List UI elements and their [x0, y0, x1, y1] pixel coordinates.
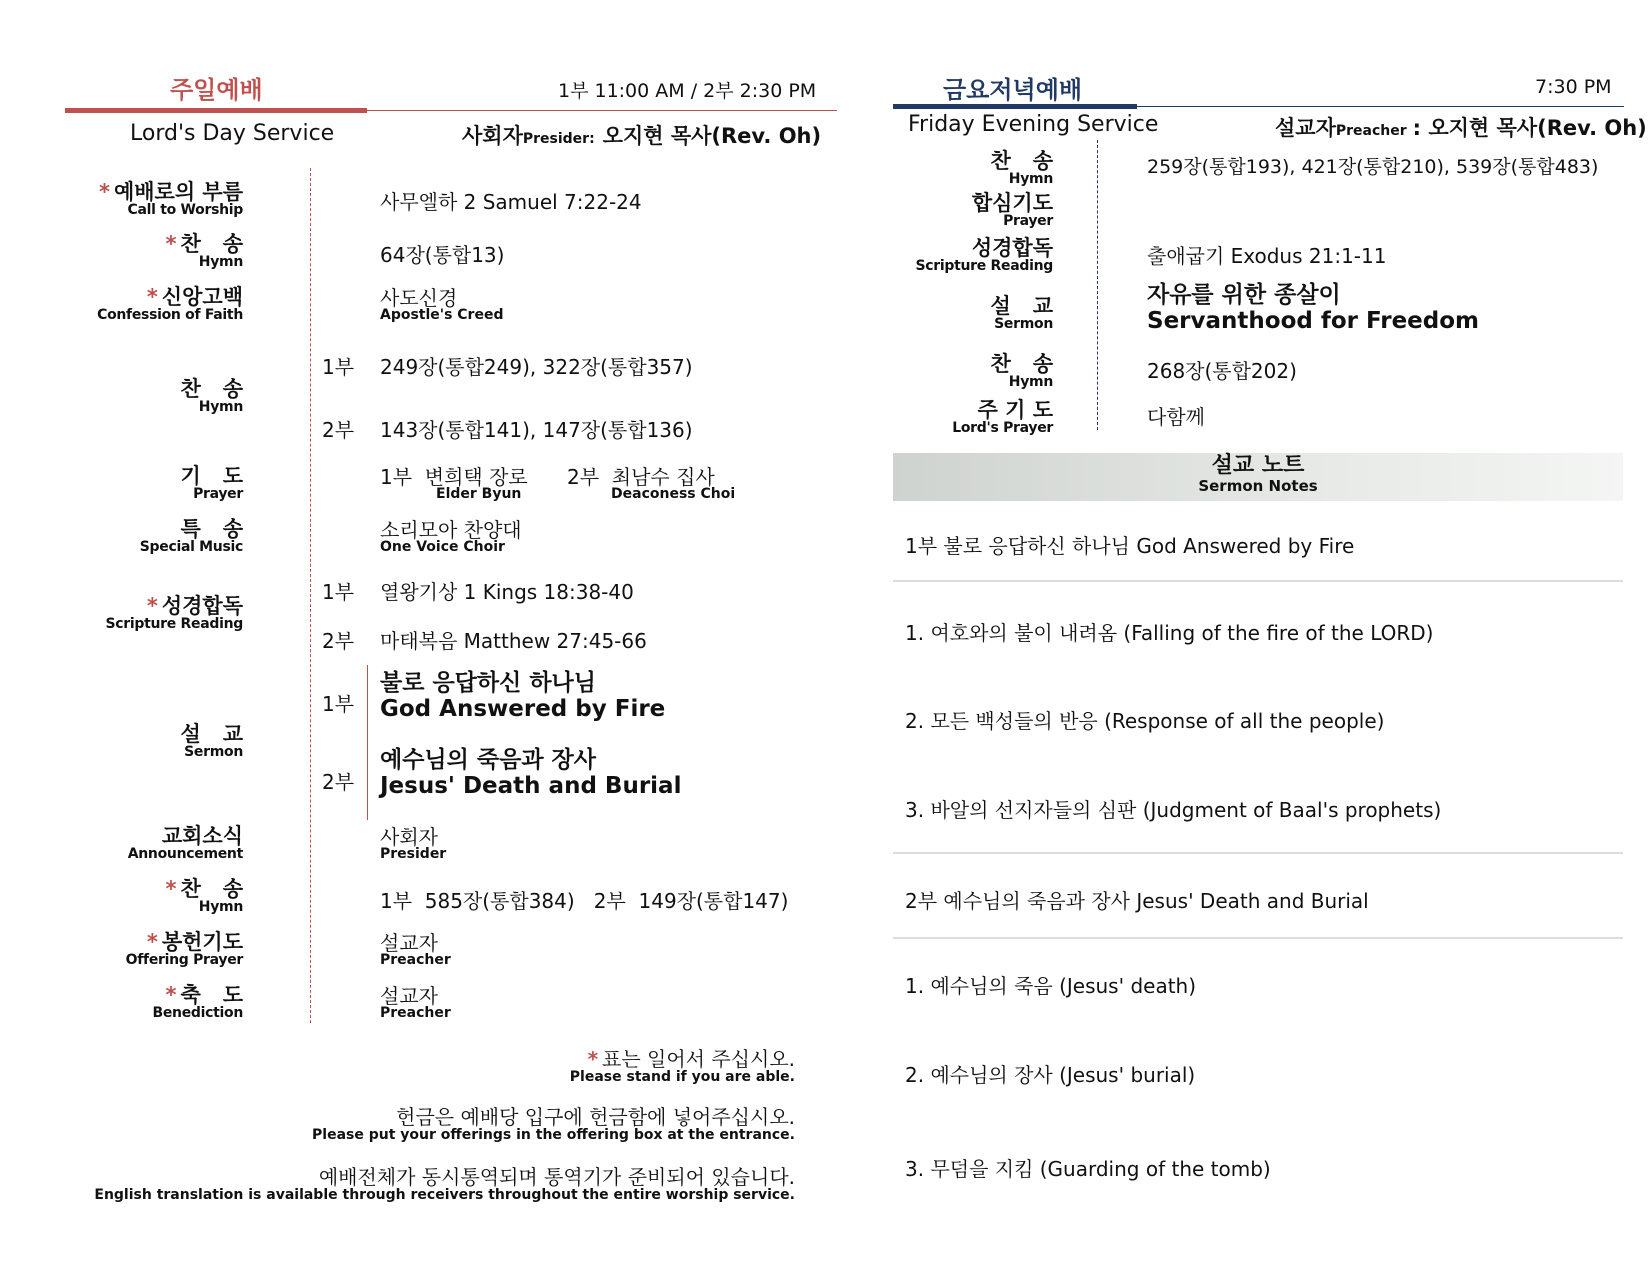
value-en: One Voice Choir — [380, 539, 505, 555]
sermon-title-en: Jesus' Death and Burial — [380, 773, 682, 799]
label-en: Lord's Prayer — [952, 420, 1053, 436]
note-item: 2. 모든 백성들의 반응 (Response of all the people) — [905, 709, 1385, 733]
preacher-en: Preacher — [1335, 123, 1407, 139]
value-scripture-2: 마태복음 Matthew 27:45-66 — [380, 629, 647, 653]
star-mark: * — [587, 1047, 599, 1071]
star-mark: * — [146, 594, 158, 618]
part-sermon-1: 1부 — [322, 692, 355, 716]
label-en: Hymn — [198, 254, 243, 270]
fri-value-sermon — [1147, 282, 1479, 334]
label-ko: 찬 송 — [180, 877, 243, 901]
sermon-title-ko: 예수님의 죽음과 장사 — [380, 747, 596, 773]
footer-en: English translation is available through receivers throughout the entire worship service. — [94, 1187, 795, 1203]
label-ko: 찬 송 — [180, 377, 243, 401]
value-scripture-1: 열왕기상 1 Kings 18:38-40 — [380, 580, 634, 604]
value-en: Elder Byun — [436, 486, 522, 502]
footer-en: Please stand if you are able. — [569, 1069, 795, 1085]
value-en: Deaconess Choi — [611, 486, 736, 502]
label-en: Prayer — [1003, 213, 1053, 229]
label-en: Special Music — [139, 539, 243, 555]
sermon-title-ko: 불로 응답하신 하나님 — [380, 670, 596, 696]
footer-ko: 표는 일어서 주십시오. — [602, 1047, 795, 1071]
label-en: Sermon — [184, 744, 243, 760]
note-divider — [893, 580, 1623, 582]
label-en: Benediction — [152, 1005, 243, 1021]
fri-label-lords-prayer — [952, 394, 1053, 436]
fri-label-scripture — [916, 232, 1053, 274]
sermon-title-en: God Answered by Fire — [380, 696, 666, 722]
notes-title-en: Sermon Notes — [1198, 477, 1318, 495]
label-en: Prayer — [193, 486, 243, 502]
notes-title-ko: 설교 노트 — [1211, 453, 1305, 478]
label-ko: 신앙고백 — [161, 285, 243, 309]
footer-en: Please put your offerings in the offering box at the entrance. — [312, 1127, 795, 1143]
footer-ko: 헌금은 예배당 입구에 헌금함에 넣어주십시오. — [396, 1105, 795, 1129]
sunday-times: 1부 11:00 AM / 2부 2:30 PM — [558, 80, 817, 102]
note-item: 2부 예수님의 죽음과 장사 Jesus' Death and Burial — [905, 889, 1369, 913]
fri-label-hymn-1 — [990, 145, 1053, 187]
value-ko: 설교자 — [380, 931, 438, 955]
fri-value-scripture: 출애굽기 Exodus 21:1-11 — [1147, 244, 1387, 268]
label-ko: 교회소식 — [161, 824, 243, 848]
value-call-to-worship: 사무엘하 2 Samuel 7:22-24 — [380, 190, 642, 214]
star-mark: * — [146, 285, 158, 309]
label-ko: 찬 송 — [180, 232, 243, 256]
presider-ko: 사회자 — [462, 124, 523, 148]
value-en: Presider — [380, 846, 447, 862]
notes-header — [893, 453, 1623, 501]
friday-divider — [1097, 140, 1098, 430]
part-scripture-2: 2부 — [322, 629, 355, 653]
part-hymn-1: 1부 — [322, 355, 355, 379]
star-mark: * — [146, 930, 158, 954]
label-ko: 봉헌기도 — [161, 930, 243, 954]
fri-label-prayer — [972, 187, 1053, 229]
sunday-title: 주일예배 — [170, 76, 263, 104]
label-en: Hymn — [1008, 171, 1053, 187]
value-ko: 설교자 — [380, 984, 438, 1008]
sunday-subtitle: Lord's Day Service — [130, 121, 335, 146]
label-en: Hymn — [1008, 374, 1053, 390]
part-scripture-1: 1부 — [322, 580, 355, 604]
note-item: 1. 예수님의 죽음 (Jesus' death) — [905, 974, 1197, 998]
note-item: 1부 불로 응답하신 하나님 God Answered by Fire — [905, 534, 1355, 558]
presider-name: 오지현 목사(Rev. Oh) — [602, 124, 822, 148]
part-hymn-2: 2부 — [322, 418, 355, 442]
friday-subtitle: Friday Evening Service — [908, 112, 1159, 137]
friday-title: 금요저녁예배 — [943, 76, 1083, 104]
value-ko: 1부 변희택 장로 — [380, 465, 528, 489]
label-en: Confession of Faith — [97, 307, 243, 323]
value-en: Preacher — [380, 1005, 451, 1021]
sermon-title-en: Servanthood for Freedom — [1147, 308, 1480, 334]
label-en: Call to Worship — [127, 202, 243, 218]
preacher-ko: 설교자 — [1275, 116, 1336, 140]
sermon-title-ko: 자유를 위한 종살이 — [1147, 282, 1341, 308]
value-hymn-2-p1: 249장(통합249), 322장(통합357) — [380, 355, 693, 379]
note-item: 3. 바알의 선지자들의 심판 (Judgment of Baal's prophets) — [905, 798, 1442, 822]
value-hymn-1: 64장(통합13) — [380, 243, 505, 267]
note-divider — [893, 937, 1623, 939]
star-mark: * — [165, 983, 177, 1007]
star-mark: * — [165, 877, 177, 901]
fri-value-lords-prayer: 다함께 — [1147, 405, 1205, 429]
label-en: Announcement — [127, 846, 243, 862]
fri-value-hymn-2: 268장(통합202) — [1147, 359, 1297, 383]
value-ko: 사회자 — [380, 825, 438, 849]
label-ko: 성경합독 — [971, 236, 1053, 260]
label-ko: 특 송 — [180, 517, 243, 541]
value-en: Preacher — [380, 952, 451, 968]
label-ko: 찬 송 — [990, 352, 1053, 376]
footer-ko: 예배전체가 동시통역되며 통역기가 준비되어 있습니다. — [318, 1165, 795, 1189]
value-ko: 사도신경 — [380, 286, 458, 310]
label-en: Scripture Reading — [915, 258, 1053, 274]
label-en: Scripture Reading — [105, 616, 243, 632]
value-en: Apostle's Creed — [380, 307, 504, 323]
note-divider — [893, 852, 1623, 854]
label-ko: 기 도 — [180, 464, 243, 488]
label-ko: 주 기 도 — [977, 398, 1053, 422]
value-ko: 소리모아 찬양대 — [380, 518, 522, 542]
fri-value-hymn-1: 259장(통합193), 421장(통합210), 539장(통합483) — [1147, 156, 1599, 178]
presider-en: Presider: — [522, 131, 595, 147]
label-ko: 합심기도 — [971, 191, 1053, 215]
note-item: 1. 여호와의 불이 내려옴 (Falling of the fire of the LORD) — [905, 621, 1434, 645]
value-ko: 2부 최남수 집사 — [567, 465, 715, 489]
label-ko: 축 도 — [180, 983, 243, 1007]
label-ko: 설 교 — [180, 722, 243, 746]
value-hymn-3: 1부 585장(통합384) 2부 149장(통합147) — [380, 889, 789, 913]
label-ko: 설 교 — [990, 294, 1053, 318]
star-mark: * — [165, 232, 177, 256]
label-en: Offering Prayer — [125, 952, 243, 968]
preacher-name: : 오지현 목사(Rev. Oh) — [1412, 116, 1647, 140]
friday-time: 7:30 PM — [1535, 76, 1612, 98]
fri-label-hymn-2 — [990, 348, 1053, 390]
value-hymn-2-p2: 143장(통합141), 147장(통합136) — [380, 418, 693, 442]
label-ko: 예배로의 부름 — [113, 180, 243, 204]
note-item: 3. 무덤을 지킴 (Guarding of the tomb) — [905, 1157, 1271, 1181]
note-item: 2. 예수님의 장사 (Jesus' burial) — [905, 1063, 1196, 1087]
star-mark: * — [98, 180, 110, 204]
label-ko: 찬 송 — [990, 149, 1053, 173]
label-en: Hymn — [198, 899, 243, 915]
label-en: Hymn — [198, 399, 243, 415]
label-en: Sermon — [994, 316, 1053, 332]
label-ko: 성경합독 — [161, 594, 243, 618]
part-sermon-2: 2부 — [322, 770, 355, 794]
fri-label-sermon — [990, 290, 1053, 332]
